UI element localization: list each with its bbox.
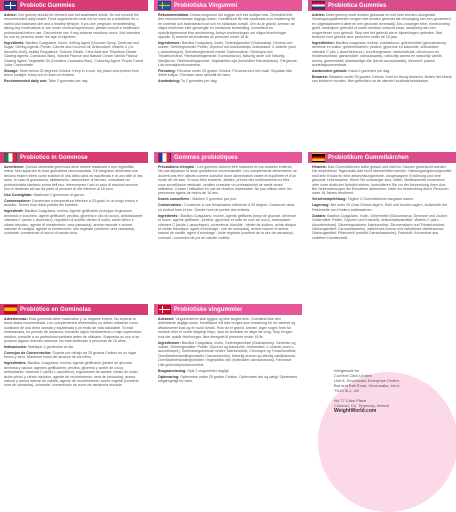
panel-paragraph — [158, 79, 298, 83]
paragraph-text: Ta 2 gummies per dag. — [180, 79, 218, 84]
paragraph-heading: Conservazione: — [4, 199, 31, 204]
panel-paragraph — [158, 369, 298, 373]
paragraph-text: Deze gummy moet worden gekauwd en niet heel worden doorgeslikt. Voedingssupplementen mogen niet worden gebruikt als vervanging van een gevarieerd en uitgebalanceerd dieet en een gezonde levensstijl. Als u zwanger bent, borstvoeding geeft, medicijnen gebruikt of onder medisch toezicht staat, raadpleeg dan een zorgverlener voor gebruik. Stop met het gebruik als er bijwerkingen optreden. Niet bedoeld voor gebruik door personen onder de 18 jaar. — [312, 13, 451, 40]
paragraph-heading: Ingrediënten: — [312, 41, 335, 46]
panel-paragraph — [312, 203, 452, 212]
flag-icon — [4, 305, 17, 314]
paragraph-heading: Advice: — [4, 13, 17, 17]
paragraph-text: Mâchez 2 gommes par jour. — [192, 197, 237, 202]
panel-paragraph — [158, 214, 298, 240]
paragraph-text: Our gummy should be chewed and not swallowed whole. Do not exceed the recommended daily intake. Food supplements must not be used as a substitute for a varied and balanced diet and a healthy lifestyle. If you are pregnant, breastfeeding, taking any medications or are under medical supervision, please consult a healthcare professional before use. Discontinue use if any adverse reactions occur. Not intended for use by persons under the age of eighteen. — [4, 13, 140, 40]
paragraph-heading: Aanbevolen gebruik: — [312, 69, 348, 74]
panel-es — [0, 304, 148, 456]
paragraph-text: Kauw 2 gummies per dag. — [348, 69, 391, 74]
paragraph-heading: Ingrédients : — [158, 213, 180, 218]
panel-paragraph — [4, 69, 144, 78]
panel-paragraph — [158, 165, 298, 196]
paragraph-heading: Lagerung: — [312, 203, 330, 208]
panel-nl — [308, 0, 456, 152]
panel-da — [154, 304, 302, 456]
paragraph-text: Guarde por debajo de 25 grados Celsius en un lugar fresco y seco. Mantener fuera del alcance de los niños. — [4, 351, 137, 360]
panel-header — [0, 0, 148, 11]
address-line: Comfort Click Limited — [334, 373, 373, 378]
paragraph-heading: Précautions d'emploi : — [158, 165, 197, 169]
paragraph-heading: Användning: — [158, 79, 180, 84]
panel-header — [154, 0, 302, 11]
panel-it — [0, 152, 148, 304]
panel-paragraph — [312, 13, 452, 39]
panel-fr — [154, 152, 302, 304]
paragraph-heading: Ingredienser: — [158, 340, 181, 345]
address-line: Weightwolf for — [334, 368, 360, 373]
panel-paragraph — [4, 193, 144, 197]
panel-paragraph — [158, 203, 298, 212]
panel-paragraph — [158, 41, 298, 67]
panel-paragraph — [158, 317, 298, 339]
paragraph-text: Bacillus Coagulans, Inulin, Gelling Agent (Glucose Syrup, Dextrose and Sugar, Gelling Agents: Pectin, Carrots and Coconut oil, Antioxidant: Vitamin C (i.e. Ascorbic Acid), Acidity Regulators: Sodium Citrate, Citric Acid and Trisodium Citrate, Glazing Agents: Carnauba Wax), Natural Flavour and Natural Cream Vanilla Flavour, Glazing Agent: Vegetable Oil (Contains Carnauba Wax), Colouring Agent: Purple Carrot Juice Concentrate. — [4, 41, 144, 68]
panel-paragraph — [312, 75, 452, 84]
panel-title: Gommes probiotiques — [174, 154, 238, 161]
panel-paragraph — [158, 69, 298, 78]
panel-title: Probiotiska Vingummi — [174, 2, 238, 9]
paragraph-text: Conservare a temperatura inferiore a 25 gradi, in un luogo fresco e asciutto. Tenere fuori dalla portata dei bambini. — [4, 199, 139, 208]
panel-paragraph — [4, 361, 144, 387]
panel-header — [308, 0, 456, 11]
paragraph-heading: Consejos de Conservación: — [4, 351, 52, 356]
paragraph-heading: Ingredientes: — [4, 361, 27, 366]
paragraph-text: Bei unter 25 Grad Celsius lagern. Kühl und trocken lagern. Außerhalb der Reichweite von Kindern aufbewahren. — [312, 203, 448, 212]
panel-body — [0, 163, 148, 236]
paragraph-text: Bacillus Coagulans, Inuline, Agents gélifiants (sirop de glucose, dextrose et sucre, agents gélifiants : pectine, glycérine et huile de noix de coco), antioxydant : vitamine C (acide L-ascorbique), correcteurs d'acidité : citrate de sodium, acide citrique et citrate trisodique, agent d'enrobage : cire de carnauba), arôme naturel et arôme naturel de vanille, agent d'enrobage : huile végétale (contient de la cire de carnauba), colorant : concentré de jus de carotte violette. — [158, 213, 297, 240]
panel-title: Probiotica Gummies — [328, 2, 387, 9]
flag-icon — [4, 1, 17, 10]
panel-header — [154, 304, 302, 315]
panel-paragraph — [4, 351, 144, 360]
address-line: Bat and Ball Road, Sevenoaks, Kent, — [334, 383, 400, 388]
paragraph-text: Bewaren onder 25 graden Celsius. Koel en droog bewaren. Buiten het bereik van kinderen houden. Niet gebruiken na de uiterste houdbaarheidsdatum. — [312, 75, 452, 84]
paragraph-text: Bacillus Coagulans, Inulin, Geleringsmedel (Glukossirap, Dextros och socker, Geleringsmedel: Pektin, Glycerol och kokosnötolja, Antioxidant: C-vitamin (som L-askorbinsyra), Surhetsreglerande medel: Natriumcitrat, Citronsyra och Trinatriumcitrat, Ytbehandlingsmedel: Karnaubavax), Naturlig arom och Naturlig Vaniljarom, Ytbehandlingsmedel: Vegetabilisk olja (Innehåller Karnaubavax), Färgämne: Lila morotsjuicekoncentrat. — [158, 41, 298, 68]
address-line: Unit 8, Sevenoaks Enterprise Centre, — [334, 378, 401, 383]
panel-paragraph — [4, 41, 144, 67]
paragraph-heading: Advarsel: — [158, 317, 175, 321]
paragraph-heading: Zutaten: — [312, 213, 327, 218]
panel-body — [0, 11, 148, 84]
panel-paragraph — [4, 165, 144, 191]
panel-paragraph — [158, 197, 298, 201]
paragraph-text: Conserver à une température inférieure à 25 degrés. Conserver dans un endroit frais et sec. Garder hors de portée des enfants. — [158, 203, 295, 212]
paragraph-heading: Bewaren: — [312, 75, 329, 80]
panel-paragraph — [4, 13, 144, 39]
paragraph-text: Täglich 2 Gummibärchen langsam kauen. — [347, 197, 415, 202]
paragraph-text: Bacillus Coagulans, Inulina, Agente gelificante (jarabe de glucosa, dextrosa y azúcar, agentes gelificantes: pectina, glicerina y aceite de coco), antioxidante: vitamina C (ácido L-ascórbico), reguladores de acidez: citrato de sodio, ácido cítrico y citrato trisódico, agente de recubrimiento: cera de carnauba), aroma natural y aroma natural de vainilla, agente de recubrimiento: aceite vegetal (contiene cera de carnauba), colorante: concentrado de zumo de zanahoria morada. — [4, 361, 139, 388]
paragraph-heading: Conservation : — [158, 203, 184, 208]
paragraph-heading: Ingredienti: — [4, 209, 24, 214]
panel-body — [154, 315, 302, 383]
panel-title: Probiotic Gummies — [20, 2, 76, 9]
panel-title: Probiótico en Gominolas — [20, 306, 92, 313]
flag-icon — [158, 1, 171, 10]
panel-paragraph — [312, 197, 452, 201]
paragraph-heading: Hinweis: — [312, 165, 327, 169]
panel-paragraph — [4, 317, 144, 343]
panel-title: Probiotiske vingummier — [174, 306, 243, 313]
paragraph-text: Store below 25 degrees Celsius. Keep in a cool, dry place and protect from direct sunlight. Keep out of reach of children. — [4, 69, 139, 78]
panel-paragraph — [4, 79, 144, 83]
paragraph-text: Bacillus Coagulans, Inulina, Agente gelificante (sciroppo di glucosio, destrosio e zucchero, agenti gelificanti: pectina, glicerina e olio di cocco), antiossidante: vitamina C (acido L-ascorbico), regolatori di acidità: citrato di sodio, acido citrico e citrato trisodico, agente di rivestimento: cera carnauba), aroma naturale e aroma naturale di vaniglia, agente di rivestimento: olio vegetale (contiene cera carnauba), colorante: concentrato di succo di carota viola. — [4, 209, 144, 236]
panel-paragraph — [312, 214, 452, 240]
panel-header — [154, 152, 302, 163]
paragraph-heading: Förvaring: — [158, 69, 176, 74]
flag-icon — [4, 153, 17, 162]
paragraph-text: Les gommes doivent être mâchées et non avalées entières. Ne pas dépasser la dose quotidienne recommandée. Les compléments alimentaires ne doivent pas être utilisés comme substitut d'une alimentation variée et équilibrée et d'un mode de vie sain. Si vous êtes enceinte, allaitez, prenez des médicaments ou êtes sous surveillance médicale, veuillez consulter un professionnel de santé avant utilisation. Cesser l'utilisation en cas de réaction indésirable. Ne pas utiliser chez les personnes âgées de moins de 18 ans. — [158, 165, 297, 196]
address-line: No.77 Coke Place — [334, 398, 367, 403]
panel-en — [0, 0, 148, 152]
paragraph-text: Opbevares under 25 grader Celsius. Opbevares tørt og køligt. Opbevares utilgængeligt for børn. — [158, 374, 298, 384]
panel-paragraph — [4, 199, 144, 208]
panel-body — [154, 163, 302, 240]
flag-icon — [312, 153, 325, 162]
paragraph-text: Förvaras under 25 grader Celsius. Förvaras torrt och svalt. Skyddas från direkt solljus. Förvaras utom räckhåll för barn. — [158, 69, 293, 78]
paragraph-heading: Advies: — [312, 13, 325, 17]
panel-paragraph — [312, 69, 452, 73]
paragraph-text: Mastique 2 gominolas al día. — [27, 345, 74, 350]
company-address — [334, 368, 452, 414]
flag-icon — [312, 1, 325, 10]
paragraph-heading: Indicaciones: — [4, 345, 27, 350]
paragraph-heading: Uso Consigliato: — [4, 193, 33, 198]
panel-body — [154, 11, 302, 84]
address-line: Clonmel, Co. Tipperary, Ireland — [334, 403, 390, 408]
paragraph-text: Take 2 gummies per day. — [48, 79, 89, 84]
paragraph-heading: Rekommendation: — [158, 13, 190, 17]
panel-header — [308, 152, 456, 163]
paragraph-heading: Doses conseillées : — [158, 197, 192, 202]
paragraph-text: Masticare 2 gommose al giorno. — [33, 193, 85, 198]
paragraph-heading: Ingredients: — [4, 41, 25, 46]
flag-icon — [158, 305, 171, 314]
website-link[interactable]: WeightWorld.com — [334, 408, 377, 414]
paragraph-text: Bacillus Coagulans, Inulin, Geliermittel (Glukosesirup, Dextrose und Zucker, Geliermittel: Pektin, Glycerin und Kokosöl), Antioxidationsmittel: Vitamin C (als L-Ascorbinsäure), Säureregulatoren: Natriumcitrat, Zitronensäure und Trinatriumcitrat, Überzugsmittel: Carnaubawachs), natürliches Aroma und natürliches Vanillearoma, Überzugsmittel: Pflanzenöl (enthält Carnaubawachs), Farbstoff: Konzentrat aus violettem Karottensaft. — [312, 213, 448, 240]
panel-body — [0, 315, 148, 388]
panel-paragraph — [158, 375, 298, 384]
paragraph-text: Bacillus Coagulans, Inulin, Geleringsmiddel (Glukosesirup, Dextrose og sukker, Geleringsmidler: Pektin, Glycerol og kokosolie), Antioxidant: C-vitamin (som L-ascorbinsyre), Surhedsregulerende midler: Natriumcitrat, Citronsyre og Trinatriumcitrat, Overfladebehandlingsmiddel: Carnaubavoks), Naturlig aroma og naturlig vaniljearoma, Overfladebehandlingsmiddel: Vegetabilsk olie (indeholder carnaubavoks), Farvestof: Lilla gulerodsjuicekoncentrat. — [158, 340, 297, 367]
panel-de — [308, 152, 456, 304]
paragraph-text: Spis 2 vingummier dagligt. — [187, 368, 230, 373]
panel-body — [308, 11, 456, 84]
paragraph-heading: Recommended daily use: — [4, 79, 48, 84]
paragraph-text: Esta gominola debe masticarse y no tragarse entera. No superar la dosis diaria recomendada. Los complementos alimenticios no deben utilizarse como sustitutos de una dieta variada y equilibrada y un estilo de vida saludable. Si está embarazada, en periodo de lactancia, tomando algún medicamento o bajo supervisión médica, consulte a un profesional sanitario antes de utilizarlo. Suspenda su uso si se produce alguna reacción adversa. No está destinado a personas de 18 años. — [4, 317, 142, 344]
paragraph-text: Bacillus coagulans, inuline, voedselzuur, geleermiddel (glucosestroop, dextrose en suiker, geleermiddelen: pectine, glycerine en kokosolie, antioxidant: vitamine C (als L-ascorbinezuur), zuurteregelaars: natriumcitraat, citroenzuur en trinatriumcitraat, glansmiddel: carnaubawas), natuurlijk aroma en natuurlijk vanille-aroma, glansmiddel: plantaardige olie (bevat carnaubawas), kleurstof: paarse wortelsapconcentraat. — [312, 41, 448, 68]
paragraph-heading: Avvertenze: — [4, 165, 25, 169]
panel-paragraph — [158, 341, 298, 367]
paragraph-heading: Storage: — [4, 69, 19, 74]
paragraph-heading: Brugsanvisning: — [158, 368, 187, 373]
paragraph-text: Vingummierne skal tygges og ikke sluges hele. Overskrid ikke den anbefalede daglige dosis. Kosttilskud må ikke bruges som erstatning for en varieret og afbalanceret kost og en sund livsstil. Hvis du er gravid, ammer, tager nogen form for medicin eller er under lægeligt tilsyn, skal du kontakte en læge før brug. Stop brugen hvis der opstår bivirkninger. Ikke beregnet til personer under 18 år. — [158, 317, 296, 339]
flag-icon — [158, 153, 171, 162]
panel-paragraph — [312, 41, 452, 67]
address-line: TN14 5LJ, UK — [334, 388, 360, 393]
paragraph-heading: Advertencias: — [4, 317, 28, 321]
panel-sv — [154, 0, 302, 152]
panel-header — [0, 304, 148, 315]
panel-paragraph — [4, 345, 144, 349]
panel-paragraph — [4, 209, 144, 235]
panel-paragraph — [312, 165, 452, 196]
paragraph-text: Das Gummibärchen sollte gekaut und nicht im Ganzen geschluckt werden. Die empfohlene Tagesdosis darf nicht überschritten werden. Nahrungsergänzungsmittel sind kein Ersatz für eine abwechslungsreiche, ausgewogene Ernährung und eine gesunde Lebensweise. Wenn Sie schwanger sind, stillen, Medikamente einnehmen oder unter ärztlicher Aufsicht stehen, konsultieren Sie vor der Anwendung Ihren Arzt. Bei Nebenwirkungen die Einnahme abbrechen. Nicht zur Anwendung durch Personen unter 18 Jahren bestimmt. — [312, 165, 452, 196]
panel-body — [308, 163, 456, 240]
paragraph-heading: Ingredienser: — [158, 41, 181, 46]
panel-title: Probiotikum Gummibärchen — [328, 154, 409, 161]
panel-header — [0, 152, 148, 163]
paragraph-heading: Opbevaring: — [158, 374, 180, 379]
panel-title: Probiotico in Gommose — [20, 154, 88, 161]
paragraph-text: Dessa vingummi bör tuggas och inte sväljas hela. Överskrid inte den rekommenderade dagliga dosen. Kosttillskott får inte användas som ersättning för en varierad och balanserad kost och en hälsosam livsstil. Om du är gravid, ammar, tar några mediciner eller genomgår en medicinsk behandling, konsultera en sjukvårdspersonal före användning. Avbryt användningen om några biverkningar uppstår. Ej avsedd att användas av personer under 18 år. — [158, 13, 296, 40]
panel-paragraph — [158, 13, 298, 39]
paragraph-text: Questa caramella gommosa deve essere masticata e non inghiottita intera. Non superare la dose giornaliera raccomandata. Gli integratori alimentari non devono essere intesi come sostituti di una dieta varia ed equilibrata e di uno stile di vita sano. In caso di gravidanza, allattamento, assunzione di farmaci, consultare un professionista sanitario prima dell'uso. Interrompere l'uso in caso di reazioni avverse. Non è destinato all'uso da parte di persone di età inferiore ai 18 anni. — [4, 165, 143, 192]
paragraph-heading: Verzehrempfehlung: — [312, 197, 347, 202]
